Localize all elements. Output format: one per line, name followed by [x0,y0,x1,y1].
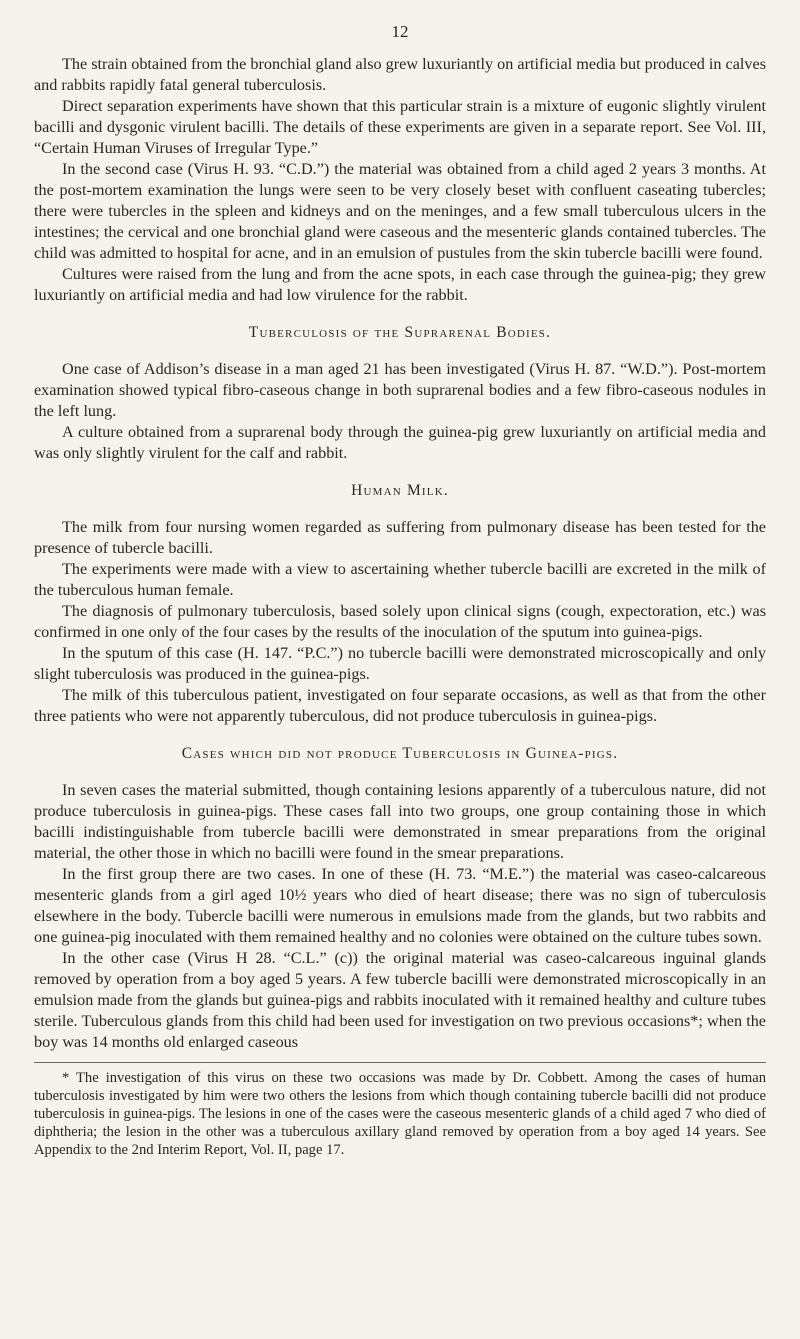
footnote-divider [34,1062,766,1063]
section-heading-suprarenal: Tuberculosis of the Suprarenal Bodies. [248,324,552,341]
section-heading-cases: Cases which did not produce Tuberculosis in Guinea-pigs. [181,745,619,762]
paragraph: The diagnosis of pulmonary tuberculosis, based solely upon clinical signs (cough, expectoration, etc.) was confirmed in one only of the four cases by the results of the inoculation of the sputum into guinea-pigs. [34,602,766,641]
section-milk [34,517,766,727]
section-heading-milk: Human Milk. [351,482,449,499]
paragraph: Direct separation experiments have shown that this particular strain is a mixture of eugonic slightly virulent bacilli and dysgonic virulent bacilli. The details of these experiments are given in a separate report. See Vol. III, “Certain Human Viruses of Irregular Type.” [34,97,766,157]
section-bronchial-strain [34,54,766,306]
footnote-text: * The investigation of this virus on these two occasions was made by Dr. Cobbett. Among the cases of human tuberculosis investigated by him were two others the lesions from which though containing tubercle bacilli did not produce tuberculosis in guinea-pigs. The lesions in one of the cases were the caseous mesenteric glands of a child aged 7 who died of diphtheria; the lesion in the other was a tuberculous axillary gland removed by operation from a boy aged 14 years. See Appendix to the 2nd Interim Report, Vol. II, page 17. [34,1070,766,1158]
paragraph: In the second case (Virus H. 93. “C.D.”) the material was obtained from a child aged 2 years 3 months. At the post-mortem examination the lungs were seen to be very closely beset with confluent caseating tubercles; there were tubercles in the spleen and kidneys and on the meninges, and a few small tuberculous ulcers in the intestines; the cervical and one bronchial gland were caseous and the mesenteric glands contained tubercles. The child was admitted to hospital for acne, and in an emulsion of pustules from the skin tubercle bacilli were found. [34,160,766,262]
paragraph: Cultures were raised from the lung and from the acne spots, in each case through the guinea-pig; they grew luxuriantly on artificial media and had low virulence for the rabbit. [34,265,766,304]
paragraph: The strain obtained from the bronchial gland also grew luxuriantly on artificial media but produced in calves and rabbits rapidly fatal general tuberculosis. [34,55,766,94]
paragraph: One case of Addison’s disease in a man aged 21 has been investigated (Virus H. 87. “W.D.”). Post-mortem examination showed typical fibro-caseous change in both suprarenal bodies and a few fibro-caseous nodules in the left lung. [34,360,766,420]
paragraph: The milk of this tuberculous patient, investigated on four separate occasions, as well as that from the other three patients who were not apparently tuberculous, did not produce tuberculosis in guinea-pigs. [34,686,766,725]
paragraph: In the other case (Virus H 28. “C.L.” (c)) the original material was caseo-calcareous inguinal glands removed by operation from a boy aged 5 years. A few tubercle bacilli were demonstrated microscopically in an emulsion made from the glands but guinea-pigs and rabbits inoculated with it remained healthy and culture tubes sterile. Tuberculous glands from this child had been used for investigation on two previous occasions*; when the boy was 14 months old enlarged caseous [34,949,766,1051]
paragraph: A culture obtained from a suprarenal body through the guinea-pig grew luxuriantly on artificial media and was only slightly virulent for the calf and rabbit. [34,423,766,462]
footnote [34,1069,766,1159]
paragraph: In seven cases the material submitted, though containing lesions apparently of a tuberculous nature, did not produce tuberculosis in guinea-pigs. These cases fall into two groups, one group containing those in which bacilli indistinguishable from tubercle bacilli were demonstrated in smear preparations from the original material, the other those in which no bacilli were found in the smear preparations. [34,781,766,862]
paragraph: In the first group there are two cases. In one of these (H. 73. “M.E.”) the material was caseo-calcareous mesenteric glands from a girl aged 10½ years who died of heart disease; there was no sign of tuberculosis elsewhere in the body. Tubercle bacilli were numerous in emulsions made from the glands, but two rabbits and one guinea-pig inoculated with them remained healthy and no colonies were obtained on the culture tubes sown. [34,865,766,946]
paragraph: The experiments were made with a view to ascertaining whether tubercle bacilli are excreted in the milk of the tuberculous human female. [34,560,766,599]
page-number: 12 [391,22,409,41]
paragraph: In the sputum of this case (H. 147. “P.C.”) no tubercle bacilli were demonstrated microscopically and only slight tuberculosis was produced in the guinea-pigs. [34,644,766,683]
paragraph: The milk from four nursing women regarded as suffering from pulmonary disease has been tested for the presence of tubercle bacilli. [34,518,766,557]
section-cases [34,780,766,1053]
section-suprarenal [34,359,766,464]
